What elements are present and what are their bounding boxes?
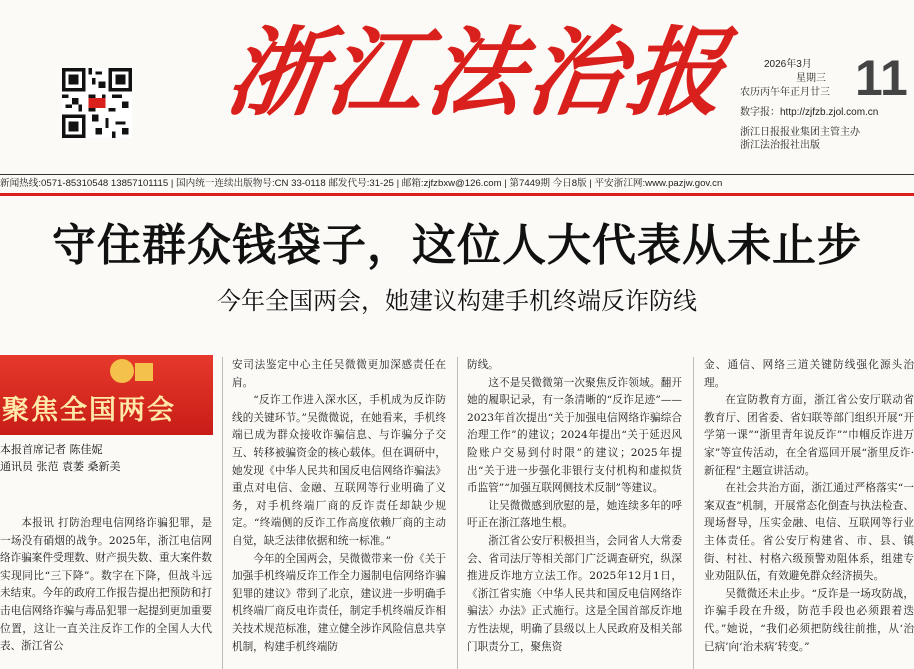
- article-column-2: [232, 357, 446, 669]
- date-line: 2026年3月: [764, 59, 812, 70]
- article-column-4: [704, 357, 914, 669]
- date-block: [740, 58, 860, 100]
- paragraph: 这不是吴微微第一次聚焦反诈领域。翻开她的履职记录，有一条清晰的“反诈足迹”——2023年首次提出“关于加强电信网络诈骗综合治理工作”的建议；2024年提出“关于延迟风险账户交易到付时限”的建议；2025年提出“关于进一步强化非银行支付机构和虚拟货币监管”“加强互联网侧技术反制”等建议。: [467, 376, 682, 495]
- column-divider: [222, 357, 223, 669]
- sponsor-line: 浙江日报报业集团主管主办: [740, 127, 860, 138]
- column-divider: [457, 357, 458, 669]
- website[interactable]: 平安浙江网:www.pazjw.gov.cn: [594, 178, 723, 189]
- paragraph: 金、通信、网络三道关键防线强化源头治理。: [704, 359, 914, 389]
- paragraph: 今年的全国两会，吴微微带来一份《关于加强手机终端反诈工作全力遏制电信网络诈骗犯罪的建议》带到了北京，建议进一步明确手机终端厂商反电诈责任，制定手机终端反诈相关技术规范标准，建立健全涉诈风险信息共享机制，构建手机终端防: [232, 552, 446, 653]
- issue-info: 第7449期 今日8版: [509, 178, 587, 189]
- banner-title: 聚焦全国两会: [2, 395, 176, 426]
- lunar-date: 农历丙午年正月廿三: [740, 87, 830, 98]
- paragraph: 在社会共治方面，浙江通过严格落实“一案双查”机制，开展常态化倒查与执法检查、现场督导，压实金融、电信、互联网等行业主体责任。省公安厅构建省、市、县、镇街、村社、村格六级预警劝阻体系，组建专业劝阻队伍，有效避免群众经济损失。: [704, 482, 914, 583]
- paragraph: 浙江省公安厅积极担当，会同省人大常委会、省司法厅等相关部门广泛调查研究，纵深推进反诈地方立法工作。2025年12月1日，《浙江省实施〈中华人民共和国反电信网络诈骗法〉办法》正式施行。这是全国首部反诈地方性法规，明确了县级以上人民政府及相关部门职责分工，聚焦资: [467, 534, 682, 653]
- emblem-icon: [110, 359, 134, 383]
- flag-icon: [135, 363, 153, 381]
- byline-correspondents: 通讯员 张范 袁萎 桑新美: [0, 460, 121, 473]
- paragraph: 在宣防教育方面，浙江省公安厅联动省教育厅、团省委、省妇联等部门组织开展“开学第一课”“浙里青年说反诈”“巾帼反诈进万家”等宣传活动，在全省巡回开展“浙里反诈·新征程”主题宣讲活动。: [704, 394, 914, 477]
- article-column-3: [467, 357, 682, 669]
- issn: 国内统一连续出版物号:CN 33-0118 邮发代号:31-25: [176, 178, 394, 189]
- qr-code-icon[interactable]: [62, 68, 132, 138]
- sponsor-info: [740, 126, 860, 152]
- paragraph: 安司法鉴定中心主任吴微微更加深感责任在肩。: [232, 359, 446, 389]
- byline: [0, 441, 213, 475]
- page-number: 11: [855, 50, 908, 106]
- column-divider: [693, 357, 694, 669]
- publisher-line: 浙江法治报社出版: [740, 140, 820, 151]
- paragraph: “反诈工作进入深水区，手机成为反诈防线的关键环节。”吴微微说，在她看来，手机终端已成为群众接收诈骗信息、与诈骗分子交互、转移被骗资金的核心载体。但在调研中，她发现《中华人民共和国反电信网络诈骗法》重点对电信、金融、互联网等行业明确了义务，对手机终端厂商的反诈责任却缺少规定。“终端侧的反诈工作高度依赖厂商的主动自觉，缺乏法律依据和统一标准。”: [232, 394, 446, 547]
- weekday: 星期三: [796, 73, 826, 84]
- masthead: [0, 0, 914, 170]
- paragraph: 吴微微还未止步。“反诈是一场攻防战，诈骗手段在升级，防范手段也必须跟着迭代。”她说，“我们必须把防线往前推，从‘治已病’向‘治未病’转变。”: [704, 587, 914, 653]
- section-banner: [0, 355, 213, 435]
- hotline: 新闻热线:0571-85310548 13857101115: [0, 178, 169, 189]
- paragraph: 让吴微微感到欣慰的是，她连续多年的呼吁正在浙江落地生根。: [467, 499, 682, 530]
- digital-edition-link[interactable]: 数字报：http://zjfzb.zjol.com.cn: [740, 107, 879, 118]
- headline: 守住群众钱袋子，这位人大代表从未止步: [52, 220, 862, 271]
- info-bar: 新闻热线:0571-85310548 13857101115 | 国内统一连续出版物号:CN 33-0118 邮发代号:31-25 | 邮箱:zjfzbxw@126.com | 第7449期 今日8版 | 平安浙江网:www.pazjw.gov.cn: [0, 174, 914, 196]
- paragraph: 本报讯 打防治理电信网络诈骗犯罪，是一场没有硝烟的战争。2025年，浙江电信网络诈骗案件受理数、财产损失数、重大案件数实现同比“三下降”。数字在下降，但战斗远未结束。今年的政府工作报告提出把预防和打击电信网络诈骗与毒品犯罪一起提到更加重要位置，这让一直关注反诈工作的全国人大代表、浙江省公: [0, 517, 212, 653]
- email[interactable]: 邮箱:zjfzbxw@126.com: [401, 178, 502, 189]
- article-column-1: [0, 515, 212, 669]
- byline-reporter: 本报首席记者 陈佳妮: [0, 443, 103, 456]
- subheadline: 今年全国两会，她建议构建手机终端反诈防线: [217, 287, 697, 315]
- paragraph: 防线。: [467, 359, 499, 371]
- newspaper-brand: 浙江法治报: [220, 16, 737, 129]
